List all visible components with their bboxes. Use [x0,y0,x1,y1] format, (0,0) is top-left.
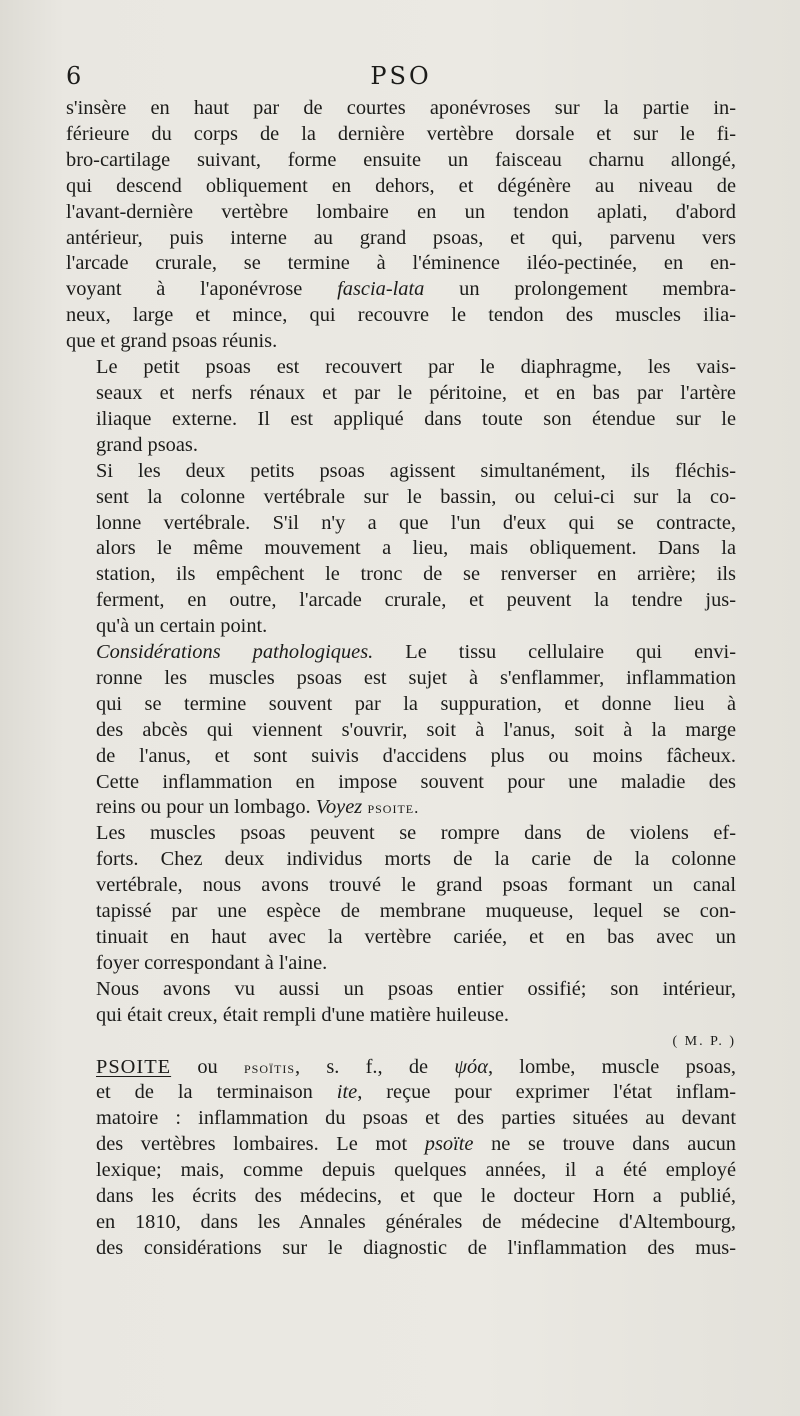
text-line: iliaque externe. Il est appliqué dans toute son étendue sur le [96,407,736,430]
text-line: ferment, en outre, l'arcade crurale, et peuvent la tendre jus- [96,589,736,612]
text-line: des considérations sur le diagnostic de l'inflammation des mus- [96,1236,736,1259]
text-line: tapissé par une espèce de membrane muqueuse, lequel se con- [96,900,736,923]
text-line: Les muscles psoas peuvent se rompre dans de violens ef- [96,822,736,845]
text-line: Si les deux petits psoas agissent simultanément, ils fléchis- [96,459,736,482]
paragraph-5 [66,821,736,976]
text-line [66,1080,736,1106]
text-line: Cette inflammation en impose souvent pour une maladie des [96,770,736,793]
text-line: ronne les muscles psoas est sujet à s'enflammer, inflammation [96,666,736,689]
greek-etymon: ψόα [454,1055,488,1078]
text-line: Le petit psoas est recouvert par le diaphragme, les vais- [96,356,736,379]
text-line: en 1810, dans les Annales générales de médecine d'Altembourg, [96,1210,736,1233]
text-line [66,1132,736,1158]
text-line: que et grand psoas réunis. [66,330,278,353]
text-run: un prolongement membra- [424,278,736,301]
paragraph-6 [66,977,736,1055]
text-line: bro-cartilage suivant, forme ensuite un faisceau charnu allongé, [66,148,736,171]
text-line: l'avant-dernière vertèbre lombaire en un tendon aplati, d'abord [66,200,736,223]
text-line: l'arcade crurale, se termine à l'éminence iléo-pectinée, en en- [66,252,736,275]
text-line: lonne vertébrale. S'il n'y a que l'un d'eux qui se contracte, [96,511,736,534]
text-run: Le tissu cellulaire qui envi- [373,641,736,664]
text-line [66,795,736,821]
text-line: grand psoas. [96,433,198,456]
text-line: neux, large et mince, qui recouvre le tendon des muscles ilia- [66,304,736,327]
section-heading: Considérations pathologiques. [96,641,374,664]
text-line: qui était creux, était rempli d'une matière huileuse. [96,1003,510,1026]
running-head: PSO [370,62,432,90]
text-line: antérieur, puis interne au grand psoas, et qui, parvenu vers [66,226,736,249]
text-run: , lombe, muscle psoas, [487,1055,736,1078]
body-text [66,96,736,1262]
cross-reference-label: Voyez [315,796,363,819]
cross-reference-term: psoite. [362,798,420,818]
text-line: qui descend obliquement en dehors, et dégénère au niveau de [66,174,736,197]
text-run: des vertèbres lombaires. Le mot [96,1133,425,1156]
text-line: alors le même mouvement a lieu, mais obliquement. Dans la [96,537,736,560]
entry-psoite [66,1055,736,1262]
text-line: Nous avons vu aussi un psoas entier ossifié; son intérieur, [96,977,736,1000]
entry-headword: PSOITE [96,1055,172,1078]
paragraph-2 [66,355,736,459]
text-line: sent la colonne vertébrale sur le bassin, ou celui-ci sur la co- [96,485,736,508]
text-run: , reçue pour exprimer l'état inflam- [357,1081,736,1104]
text-run: reins ou pour un lombago. [96,796,316,819]
page-number: 6 [66,62,82,90]
text-line: matoire : inflammation du psoas et des parties situées au devant [96,1107,736,1130]
page-header [66,62,736,96]
text-line [66,1055,736,1081]
text-line: vertébrale, nous avons trouvé le grand psoas formant un canal [96,874,736,897]
paragraph-1 [66,96,736,355]
text-line: lexique; mais, comme depuis quelques années, il a été employé [96,1159,736,1182]
text-line: dans les écrits des médecins, et que le docteur Horn a publié, [96,1185,736,1208]
text-line: station, ils empêchent le tronc de se renverser en arrière; ils [96,563,736,586]
paragraph-4 [66,640,736,821]
italic-term: psoïte [424,1133,474,1156]
entry-variant: psoïtis [244,1057,296,1077]
text-line: qui se termine souvent par la suppuration, et donne lieu à [96,692,736,715]
text-line [66,277,736,303]
text-line: seaux et nerfs rénaux et par le péritoine, et en bas par l'artère [96,381,736,404]
text-run: et de la terminaison [96,1081,337,1104]
text-line [66,640,736,666]
text-run: ou [171,1055,244,1078]
text-line: férieure du corps de la dernière vertèbre dorsale et sur le fi- [66,122,736,145]
text-run: ne se trouve dans aucun [473,1133,736,1156]
text-run: voyant à l'aponévrose [66,278,338,301]
author-signature: ( M. P. ) [672,1033,736,1049]
text-line: de l'anus, et sont suivis d'accidens plus ou moins fâcheux. [96,744,736,767]
text-line: des abcès qui viennent s'ouvrir, soit à l'anus, soit à la marge [96,718,736,741]
text-run: , s. f., de [295,1055,455,1078]
text-line: s'insère en haut par de courtes aponévroses sur la partie in- [66,97,736,119]
paragraph-3 [66,459,736,640]
italic-term: ite [336,1081,358,1104]
text-line: foyer correspondant à l'aine. [96,951,328,974]
text-line: qu'à un certain point. [96,615,268,638]
text-line: tinuait en haut avec la vertèbre cariée, et en bas avec un [96,926,736,948]
italic-term: fascia-lata [337,278,425,301]
text-line: forts. Chez deux individus morts de la carie de la colonne [96,848,736,871]
